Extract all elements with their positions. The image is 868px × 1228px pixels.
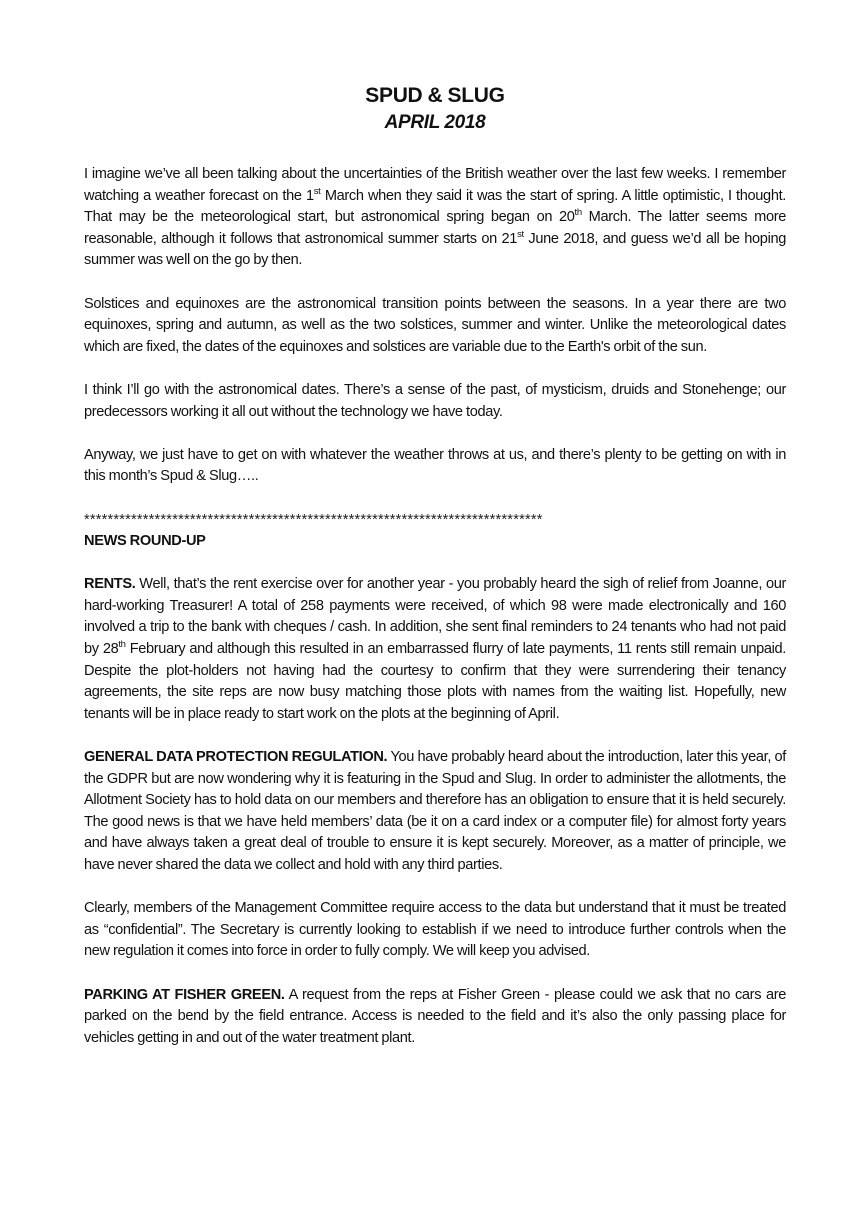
ordinal-suffix: st [313,185,321,197]
intro-text-d: June 2018, and guess we’d all be hoping summer was well on the go by then. [84,230,786,269]
newsletter-page [84,82,786,1071]
section-divider: ****************************************************************************** [84,511,543,528]
gdpr-text: You have probably heard about the introduction, later this year, of the GDPR but are now wondering why it is featuring in the Spud and Slug. In order to administer the allotments, the Allotment Society has to hold data on our members and therefore has an obligation to ensure that it is held securely. The good news is that we have held members’ data (be it on a card index or a computer file) for almost forty years and have always taken a great deal of trouble to ensure it is kept securely. Moreover, as a matter of principle, we have never shared the data we collect and hold with any third parties. [84,749,787,873]
intro-text-c: March. The latter seems more reasonable, although it follows that astronomical summer starts on 21 [84,209,786,247]
intro-text-a: I imagine we’ve all been talking about the uncertainties of the British weather over the last few weeks. I remember watching a weather forecast on the 1 [84,166,786,204]
intro-text-b: March when they said it was the start of spring. A little optimistic, I thought. That may be the meteorological start, but astronomical spring began on 20 [84,187,786,226]
ordinal-suffix: th [118,639,126,651]
rents-article [84,574,786,725]
rents-heading: RENTS. [84,576,136,593]
newsletter-title: SPUD & SLUG [365,84,505,107]
ordinal-suffix: st [517,228,524,240]
news-roundup-heading: NEWS ROUND-UP [84,533,206,550]
parking-heading: PARKING AT FISHER GREEN. [84,986,285,1003]
gdpr-heading: GENERAL DATA PROTECTION REGULATION. [84,749,388,766]
intro-paragraph-astronomical: I think I’ll go with the astronomical dates. There’s a sense of the past, of mysticism, druids and Stonehenge; our predecessors working it all out without the technology we have today. [84,381,786,420]
intro-paragraph-weather [84,164,786,272]
ordinal-suffix: th [574,207,582,219]
intro-paragraph-solstices: Solstices and equinoxes are the astronomical transition points between the seasons. In a year there are two equinoxes, spring and autumn, as well as the two solstices, summer and winter. Unlike the meteorological dates which are fixed, the dates of the equinoxes and solstices are variable due to the Earth's orbit of the sun. [84,295,786,355]
parking-article [84,985,786,1050]
gdpr-followup-paragraph: Clearly, members of the Management Committee require access to the data but understand that it must be treated as “confidential”. The Secretary is currently looking to establish if we need to introduce further controls when the new regulation it comes into force in order to fully comply. We will keep you advised. [84,900,786,960]
intro-paragraph-anyway: Anyway, we just have to get on with whatever the weather throws at us, and there’s plenty to be getting on with in this month’s Spud & Slug….. [84,446,786,485]
parking-text: A request from the reps at Fisher Green - please could we ask that no cars are parked on the bend by the field entrance. Access is needed to the field and it’s also the only passing place for vehicles getting in and out of the water treatment plant. [84,986,786,1046]
rents-text-a: Well, that’s the rent exercise over for another year - you probably heard the sigh of relief from Joanne, our hard-working Treasurer! A total of 258 payments were received, of which 98 were made electronically and 160 involved a trip to the bank with cheques / cash. In addition, she sent final reminders to 24 tenants who had not paid by 28 [84,576,786,658]
issue-date: APRIL 2018 [384,112,486,133]
rents-text-b: February and although this resulted in an embarrassed flurry of late payments, 11 rents still remain unpaid. Despite the plot-holders not having had the courtesy to confirm that they were surrendering their tenancy agreements, the site reps are now busy matching those plots with names from the waiting list. Hopefully, new tenants will be in place ready to start work on the plots at the beginning of April. [84,641,786,722]
gdpr-article [84,747,786,877]
